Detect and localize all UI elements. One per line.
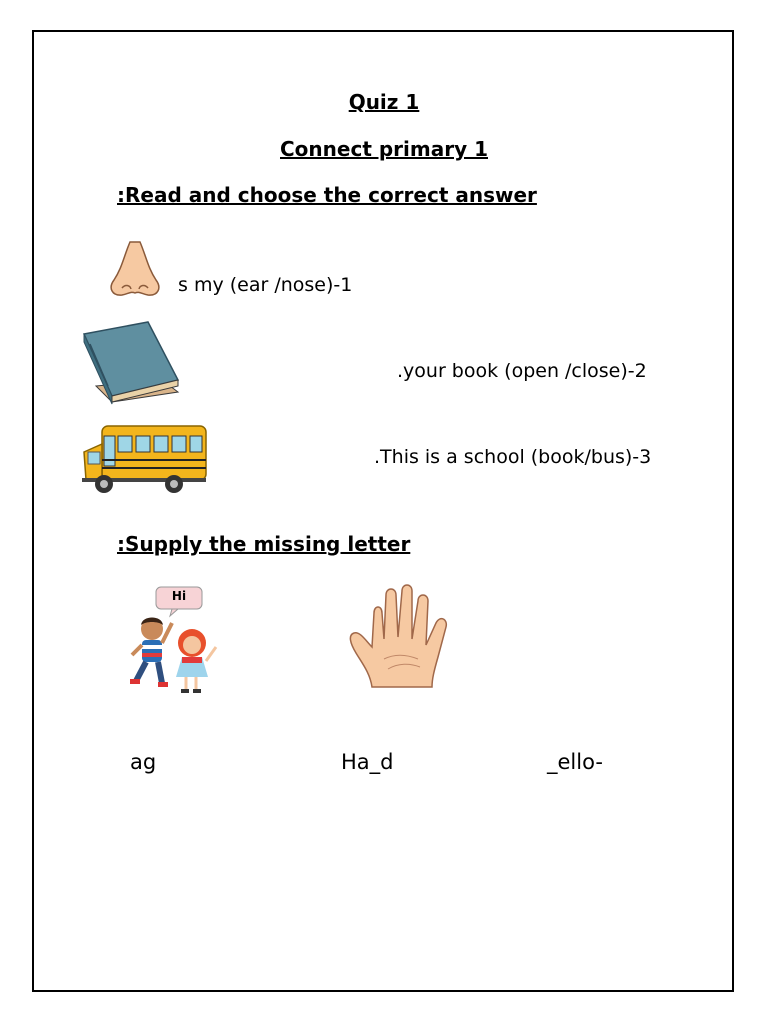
nose-icon: [104, 238, 166, 300]
quiz-title: Quiz 1: [348, 90, 420, 114]
hi-speech-bubble: Hi: [171, 589, 187, 603]
question-3-text: .This is a school (book/bus)-3: [374, 446, 652, 468]
page-border: [32, 30, 734, 992]
missing-letter-word-1: ag: [130, 750, 157, 774]
book-icon: [82, 320, 180, 406]
missing-letter-word-3: _ello-: [547, 750, 603, 774]
section-heading-read-choose: :Read and choose the correct answer: [117, 183, 537, 207]
question-1-text: s my (ear /nose)-1: [178, 274, 353, 296]
hand-icon: [348, 583, 460, 689]
kids-waving-icon: [128, 585, 220, 697]
question-2-text: .your book (open /close)-2: [397, 360, 647, 382]
school-bus-icon: [82, 422, 208, 496]
missing-letter-word-2: Ha_d: [341, 750, 394, 774]
quiz-subtitle: Connect primary 1: [280, 137, 488, 161]
section-heading-missing-letter: :Supply the missing letter: [117, 532, 411, 556]
